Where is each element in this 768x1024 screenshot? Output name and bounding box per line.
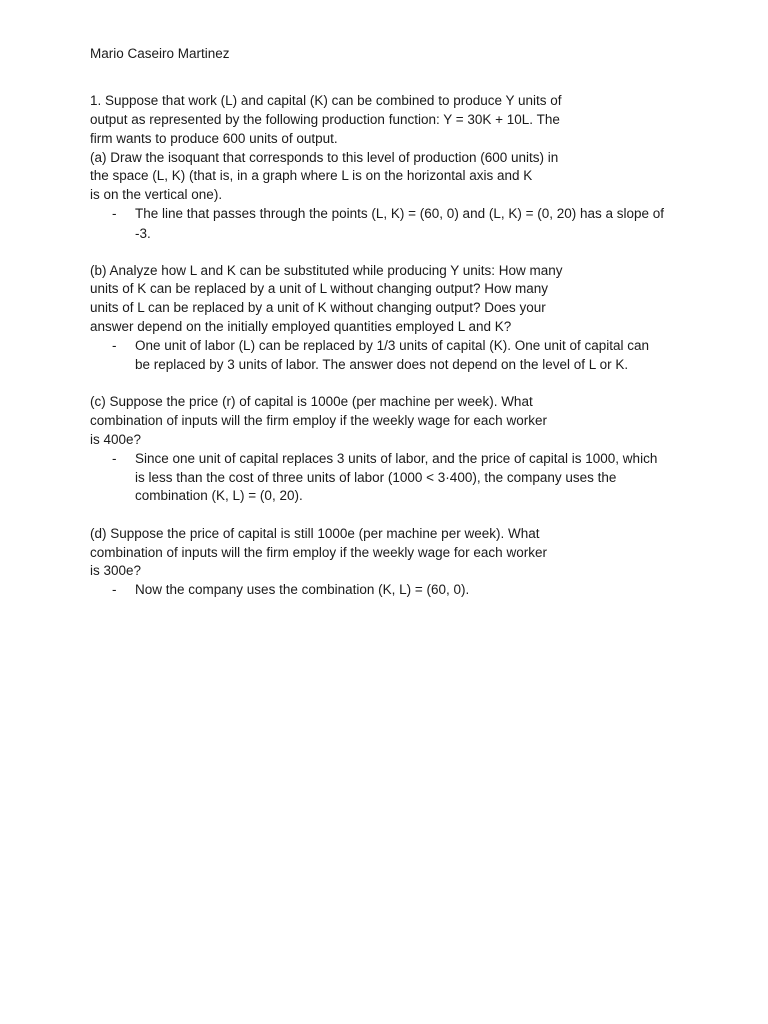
part-a-prompt-line: is on the vertical one). [90,187,223,202]
part-b-answer-line: be replaced by 3 units of labor. The answer does not depend on the level of L or K. [135,357,629,372]
part-b-prompt-line: units of K can be replaced by a unit of L without changing output? How many [90,281,549,296]
question-line: firm wants to produce 600 units of output. [90,131,338,146]
question-line: output as represented by the following production function: Y = 30K + 10L. The [90,112,560,127]
part-a-answer-line: The line that passes through the points (L, K) = (60, 0) and (L, K) = (0, 20) has a slope of [135,206,665,221]
part-d-prompt-line: is 300e? [90,563,142,578]
part-d-prompt-line: (d) Suppose the price of capital is still 1000e (per machine per week). What [90,526,540,541]
part-b-prompt-line: (b) Analyze how L and K can be substituted while producing Y units: How many [90,263,563,278]
part-c-prompt-line: (c) Suppose the price (r) of capital is 1000e (per machine per week). What [90,394,533,409]
part-d-answer-line: Now the company uses the combination (K, L) = (60, 0). [135,582,470,597]
author-name: Mario Caseiro Martinez [90,46,230,61]
part-a-prompt-line: (a) Draw the isoquant that corresponds to this level of production (600 units) in [90,150,559,165]
part-b-answer-line: One unit of labor (L) can be replaced by 1/3 units of capital (K). One unit of capital can [135,338,650,353]
bullet-dash: - [112,582,117,597]
part-c-answer-line: Since one unit of capital replaces 3 units of labor, and the price of capital is 1000, which [135,451,658,466]
bullet-dash: - [112,451,117,466]
part-c-prompt-line: combination of inputs will the firm employ if the weekly wage for each worker [90,413,547,428]
part-b-prompt-line: answer depend on the initially employed quantities employed L and K? [90,319,512,334]
part-b-prompt-line: units of L can be replaced by a unit of K without changing output? Does your [90,300,546,315]
part-c-answer-line: is less than the cost of three units of labor (1000 < 3·400), the company uses the [135,470,617,485]
part-c-answer-line: combination (K, L) = (0, 20). [135,488,303,503]
part-a-prompt-line: the space (L, K) (that is, in a graph where L is on the horizontal axis and K [90,168,533,183]
question-line: 1. Suppose that work (L) and capital (K) can be combined to produce Y units of [90,93,562,108]
part-c-prompt-line: is 400e? [90,432,142,447]
part-a-answer-line: -3. [135,226,151,241]
bullet-dash: - [112,338,117,353]
bullet-dash: - [112,206,117,221]
part-d-prompt-line: combination of inputs will the firm employ if the weekly wage for each worker [90,545,547,560]
